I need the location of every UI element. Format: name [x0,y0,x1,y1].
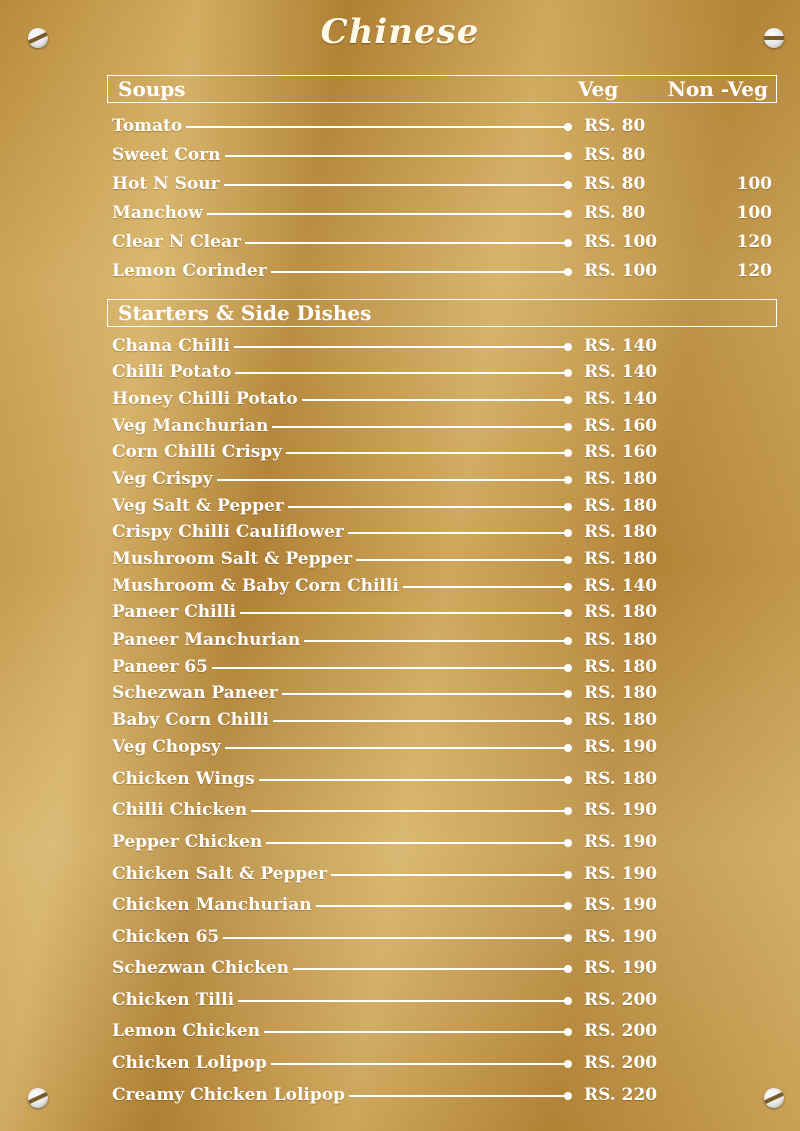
leader-line [251,810,568,812]
veg-price: RS. 180 [584,683,658,703]
veg-price: RS. 200 [584,990,658,1010]
menu-item-row [112,576,772,598]
menu-item-row [112,336,772,358]
dish-name: Chicken Wings [112,769,255,789]
leader-line [282,693,568,695]
dish-name: Paneer Manchurian [112,630,301,650]
nonveg-price: 120 [736,261,772,281]
leader-line [349,1095,568,1097]
veg-price: RS. 190 [584,832,658,852]
veg-price: RS. 200 [584,1053,658,1073]
leader-line [403,586,568,588]
menu-item-row [112,442,772,464]
leader-dot-icon [564,476,572,484]
veg-price: RS. 190 [584,864,658,884]
leader-dot-icon [564,343,572,351]
menu-item-row [112,174,772,196]
leader-dot-icon [564,807,572,815]
veg-price: RS. 140 [584,576,658,596]
menu-item-row [112,657,772,679]
leader-dot-icon [564,239,572,247]
veg-price: RS. 190 [584,800,658,820]
menu-item-row [112,832,772,854]
veg-price: RS. 220 [584,1085,658,1105]
leader-dot-icon [564,423,572,431]
veg-price: RS. 180 [584,469,658,489]
veg-price: RS. 190 [584,958,658,978]
leader-line [240,612,568,614]
veg-price: RS. 180 [584,549,658,569]
dish-name: Paneer Chilli [112,602,236,622]
dish-name: Hot N Sour [112,174,220,194]
veg-price: RS. 180 [584,496,658,516]
dish-name: Paneer 65 [112,657,208,677]
veg-price: RS. 80 [584,145,646,165]
leader-dot-icon [564,1060,572,1068]
veg-price: RS. 190 [584,927,658,947]
menu-item-row [112,261,772,283]
leader-line [302,399,568,401]
leader-dot-icon [564,934,572,942]
leader-dot-icon [564,609,572,617]
menu-item-row [112,710,772,732]
leader-dot-icon [564,210,572,218]
dish-name: Lemon Chicken [112,1021,261,1041]
veg-price: RS. 180 [584,710,658,730]
veg-price: RS. 180 [584,522,658,542]
veg-price: RS. 80 [584,203,646,223]
dish-name: Corn Chilli Crispy [112,442,283,462]
leader-dot-icon [564,1028,572,1036]
screw-icon [28,1088,48,1108]
leader-line [331,874,568,876]
menu-item-row [112,602,772,624]
veg-price: RS. 200 [584,1021,658,1041]
nonveg-price: 120 [736,232,772,252]
dish-name: Veg Salt & Pepper [112,496,284,516]
leader-line [259,779,568,781]
leader-line [225,747,568,749]
leader-line [245,242,568,244]
veg-price: RS. 160 [584,416,658,436]
leader-line [293,968,568,970]
leader-line [225,155,569,157]
nonveg-price: 100 [736,203,772,223]
dish-name: Chicken Lolipop [112,1053,267,1073]
dish-name: Chicken Tilli [112,990,235,1010]
veg-price: RS. 180 [584,602,658,622]
dish-name: Veg Manchurian [112,416,269,436]
menu-item-row [112,496,772,518]
dish-name: Creamy Chicken Lolipop [112,1085,345,1105]
veg-price: RS. 190 [584,737,658,757]
leader-dot-icon [564,664,572,672]
leader-line [223,937,568,939]
leader-line [266,842,568,844]
dish-name: Honey Chilli Potato [112,389,298,409]
leader-line [217,479,568,481]
leader-line [304,640,568,642]
veg-price: RS. 80 [584,174,646,194]
section-title: Starters & Side Dishes [118,301,372,325]
nonveg-column-header: Non -Veg [667,77,768,101]
veg-price: RS. 190 [584,895,658,915]
veg-price: RS. 160 [584,442,658,462]
leader-dot-icon [564,690,572,698]
leader-line [288,506,568,508]
leader-line [271,1063,568,1065]
menu-item-row [112,203,772,225]
leader-dot-icon [564,529,572,537]
menu-item-row [112,864,772,886]
veg-price: RS. 100 [584,261,658,281]
leader-dot-icon [564,902,572,910]
menu-item-row [112,958,772,980]
dish-name: Mushroom Salt & Pepper [112,549,353,569]
section-title: Soups [118,77,186,101]
leader-dot-icon [564,839,572,847]
veg-column-header: Veg [578,77,619,101]
dish-name: Pepper Chicken [112,832,263,852]
veg-price: RS. 100 [584,232,658,252]
leader-dot-icon [564,997,572,1005]
starters-header [107,299,777,327]
menu-item-row [112,1053,772,1075]
leader-dot-icon [564,776,572,784]
veg-price: RS. 180 [584,657,658,677]
menu-item-row [112,630,772,652]
leader-line [186,126,568,128]
leader-line [348,532,568,534]
veg-price: RS. 180 [584,769,658,789]
leader-line [207,213,568,215]
leader-dot-icon [564,744,572,752]
veg-price: RS. 140 [584,389,658,409]
leader-dot-icon [564,583,572,591]
menu-item-row [112,990,772,1012]
dish-name: Chilli Potato [112,362,232,382]
veg-price: RS. 140 [584,362,658,382]
page-title: Chinese [320,12,480,52]
menu-item-row [112,416,772,438]
dish-name: Chicken Salt & Pepper [112,864,328,884]
leader-line [273,720,568,722]
leader-dot-icon [564,717,572,725]
menu-item-row [112,145,772,167]
leader-dot-icon [564,1092,572,1100]
leader-line [316,905,568,907]
menu-item-row [112,522,772,544]
leader-line [286,452,568,454]
menu-item-row [112,1085,772,1107]
dish-name: Baby Corn Chilli [112,710,269,730]
leader-dot-icon [564,965,572,973]
leader-line [271,271,568,273]
leader-dot-icon [564,123,572,131]
leader-line [356,559,568,561]
dish-name: Chicken Manchurian [112,895,312,915]
leader-dot-icon [564,396,572,404]
menu-item-row [112,116,772,138]
leader-dot-icon [564,181,572,189]
dish-name: Chana Chilli [112,336,230,356]
veg-price: RS. 180 [584,630,658,650]
leader-line [272,426,568,428]
leader-line [224,184,568,186]
menu-item-row [112,1021,772,1043]
menu-item-row [112,232,772,254]
menu-item-row [112,389,772,411]
menu-item-row [112,927,772,949]
menu-item-row [112,469,772,491]
menu-item-row [112,800,772,822]
dish-name: Schezwan Chicken [112,958,290,978]
leader-dot-icon [564,503,572,511]
leader-dot-icon [564,369,572,377]
leader-dot-icon [564,268,572,276]
dish-name: Schezwan Paneer [112,683,278,703]
leader-line [264,1031,568,1033]
dish-name: Tomato [112,116,183,136]
menu-item-row [112,549,772,571]
veg-price: RS. 80 [584,116,646,136]
leader-line [212,667,568,669]
dish-name: Sweet Corn [112,145,221,165]
dish-name: Crispy Chilli Cauliflower [112,522,344,542]
veg-price: RS. 140 [584,336,658,356]
dish-name: Mushroom & Baby Corn Chilli [112,576,399,596]
nonveg-price: 100 [736,174,772,194]
leader-line [234,346,568,348]
dish-name: Chilli Chicken [112,800,248,820]
menu-item-row [112,895,772,917]
leader-dot-icon [564,449,572,457]
leader-dot-icon [564,871,572,879]
menu-item-row [112,769,772,791]
leader-dot-icon [564,637,572,645]
dish-name: Veg Chopsy [112,737,221,757]
dish-name: Chicken 65 [112,927,220,947]
leader-dot-icon [564,152,572,160]
leader-line [238,1000,568,1002]
dish-name: Lemon Corinder [112,261,267,281]
dish-name: Manchow [112,203,203,223]
menu-item-row [112,362,772,384]
dish-name: Clear N Clear [112,232,241,252]
leader-dot-icon [564,556,572,564]
dish-name: Veg Crispy [112,469,213,489]
leader-line [235,372,568,374]
soups-header [107,75,777,103]
menu-item-row [112,683,772,705]
menu-item-row [112,737,772,759]
